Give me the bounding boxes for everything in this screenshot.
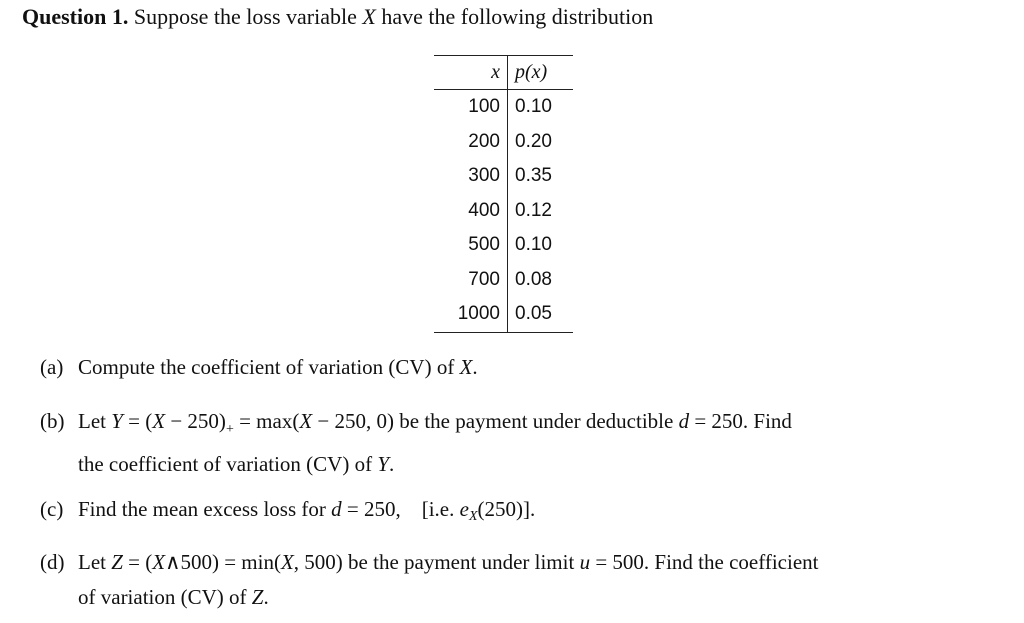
part-d-line2: of variation (CV) of Z. xyxy=(78,585,269,609)
cell-x: 200 xyxy=(434,125,508,160)
table-row xyxy=(434,194,573,229)
question-label: Question 1. xyxy=(22,4,129,29)
cell-p: 0.12 xyxy=(515,199,552,221)
table-row xyxy=(434,159,573,194)
header-x: x xyxy=(434,56,508,90)
part-b-line2: the coefficient of variation (CV) of Y. xyxy=(78,452,395,476)
part-a-label: (a) xyxy=(40,355,64,379)
cell-x: 100 xyxy=(434,90,508,125)
cell-p: 0.35 xyxy=(515,165,552,187)
cell-p: 0.10 xyxy=(515,234,552,256)
cell-x: 1000 xyxy=(434,297,508,332)
cell-p: 0.08 xyxy=(515,268,552,290)
part-b xyxy=(40,404,792,482)
cell-x: 300 xyxy=(434,159,508,194)
cell-p: 0.20 xyxy=(515,130,552,152)
part-d-line1: (d) Let Z = (X∧500) = min(X, 500) be the payment under limit u = 500. Find the coefficient xyxy=(40,545,818,580)
distribution-table xyxy=(434,55,573,333)
table-row xyxy=(434,125,573,160)
part-b-line1: (b) Let $Y = (X - 250)_+ = \max(X - 250$, 0) be the payment under deductible d = 250. Find xyxy=(40,404,792,447)
part-a xyxy=(40,350,478,385)
cell-x: 500 xyxy=(434,228,508,263)
part-b-label: (b) xyxy=(40,409,65,433)
part-d xyxy=(40,545,818,615)
part-a-text: Compute the coefficient of variation (CV) of X. xyxy=(78,355,478,379)
cell-p: 0.10 xyxy=(515,96,552,118)
cell-x: 700 xyxy=(434,263,508,298)
part-c xyxy=(40,492,535,534)
header-p: p(x) xyxy=(508,56,574,90)
question-heading xyxy=(22,4,653,30)
part-d-label: (d) xyxy=(40,550,65,574)
table-row xyxy=(434,90,573,125)
table-row xyxy=(434,228,573,263)
cell-p: 0.05 xyxy=(508,297,574,332)
question-intro: Suppose the loss variable X have the following distribution xyxy=(133,4,654,29)
part-c-label: (c) xyxy=(40,497,64,521)
part-c-text: Find the mean excess loss for d = 250, [i.e. $e_X(250)$]. xyxy=(78,497,536,524)
table-header-row xyxy=(434,56,573,90)
table-row xyxy=(434,263,573,298)
cell-x: 400 xyxy=(434,194,508,229)
table-row xyxy=(434,297,573,332)
